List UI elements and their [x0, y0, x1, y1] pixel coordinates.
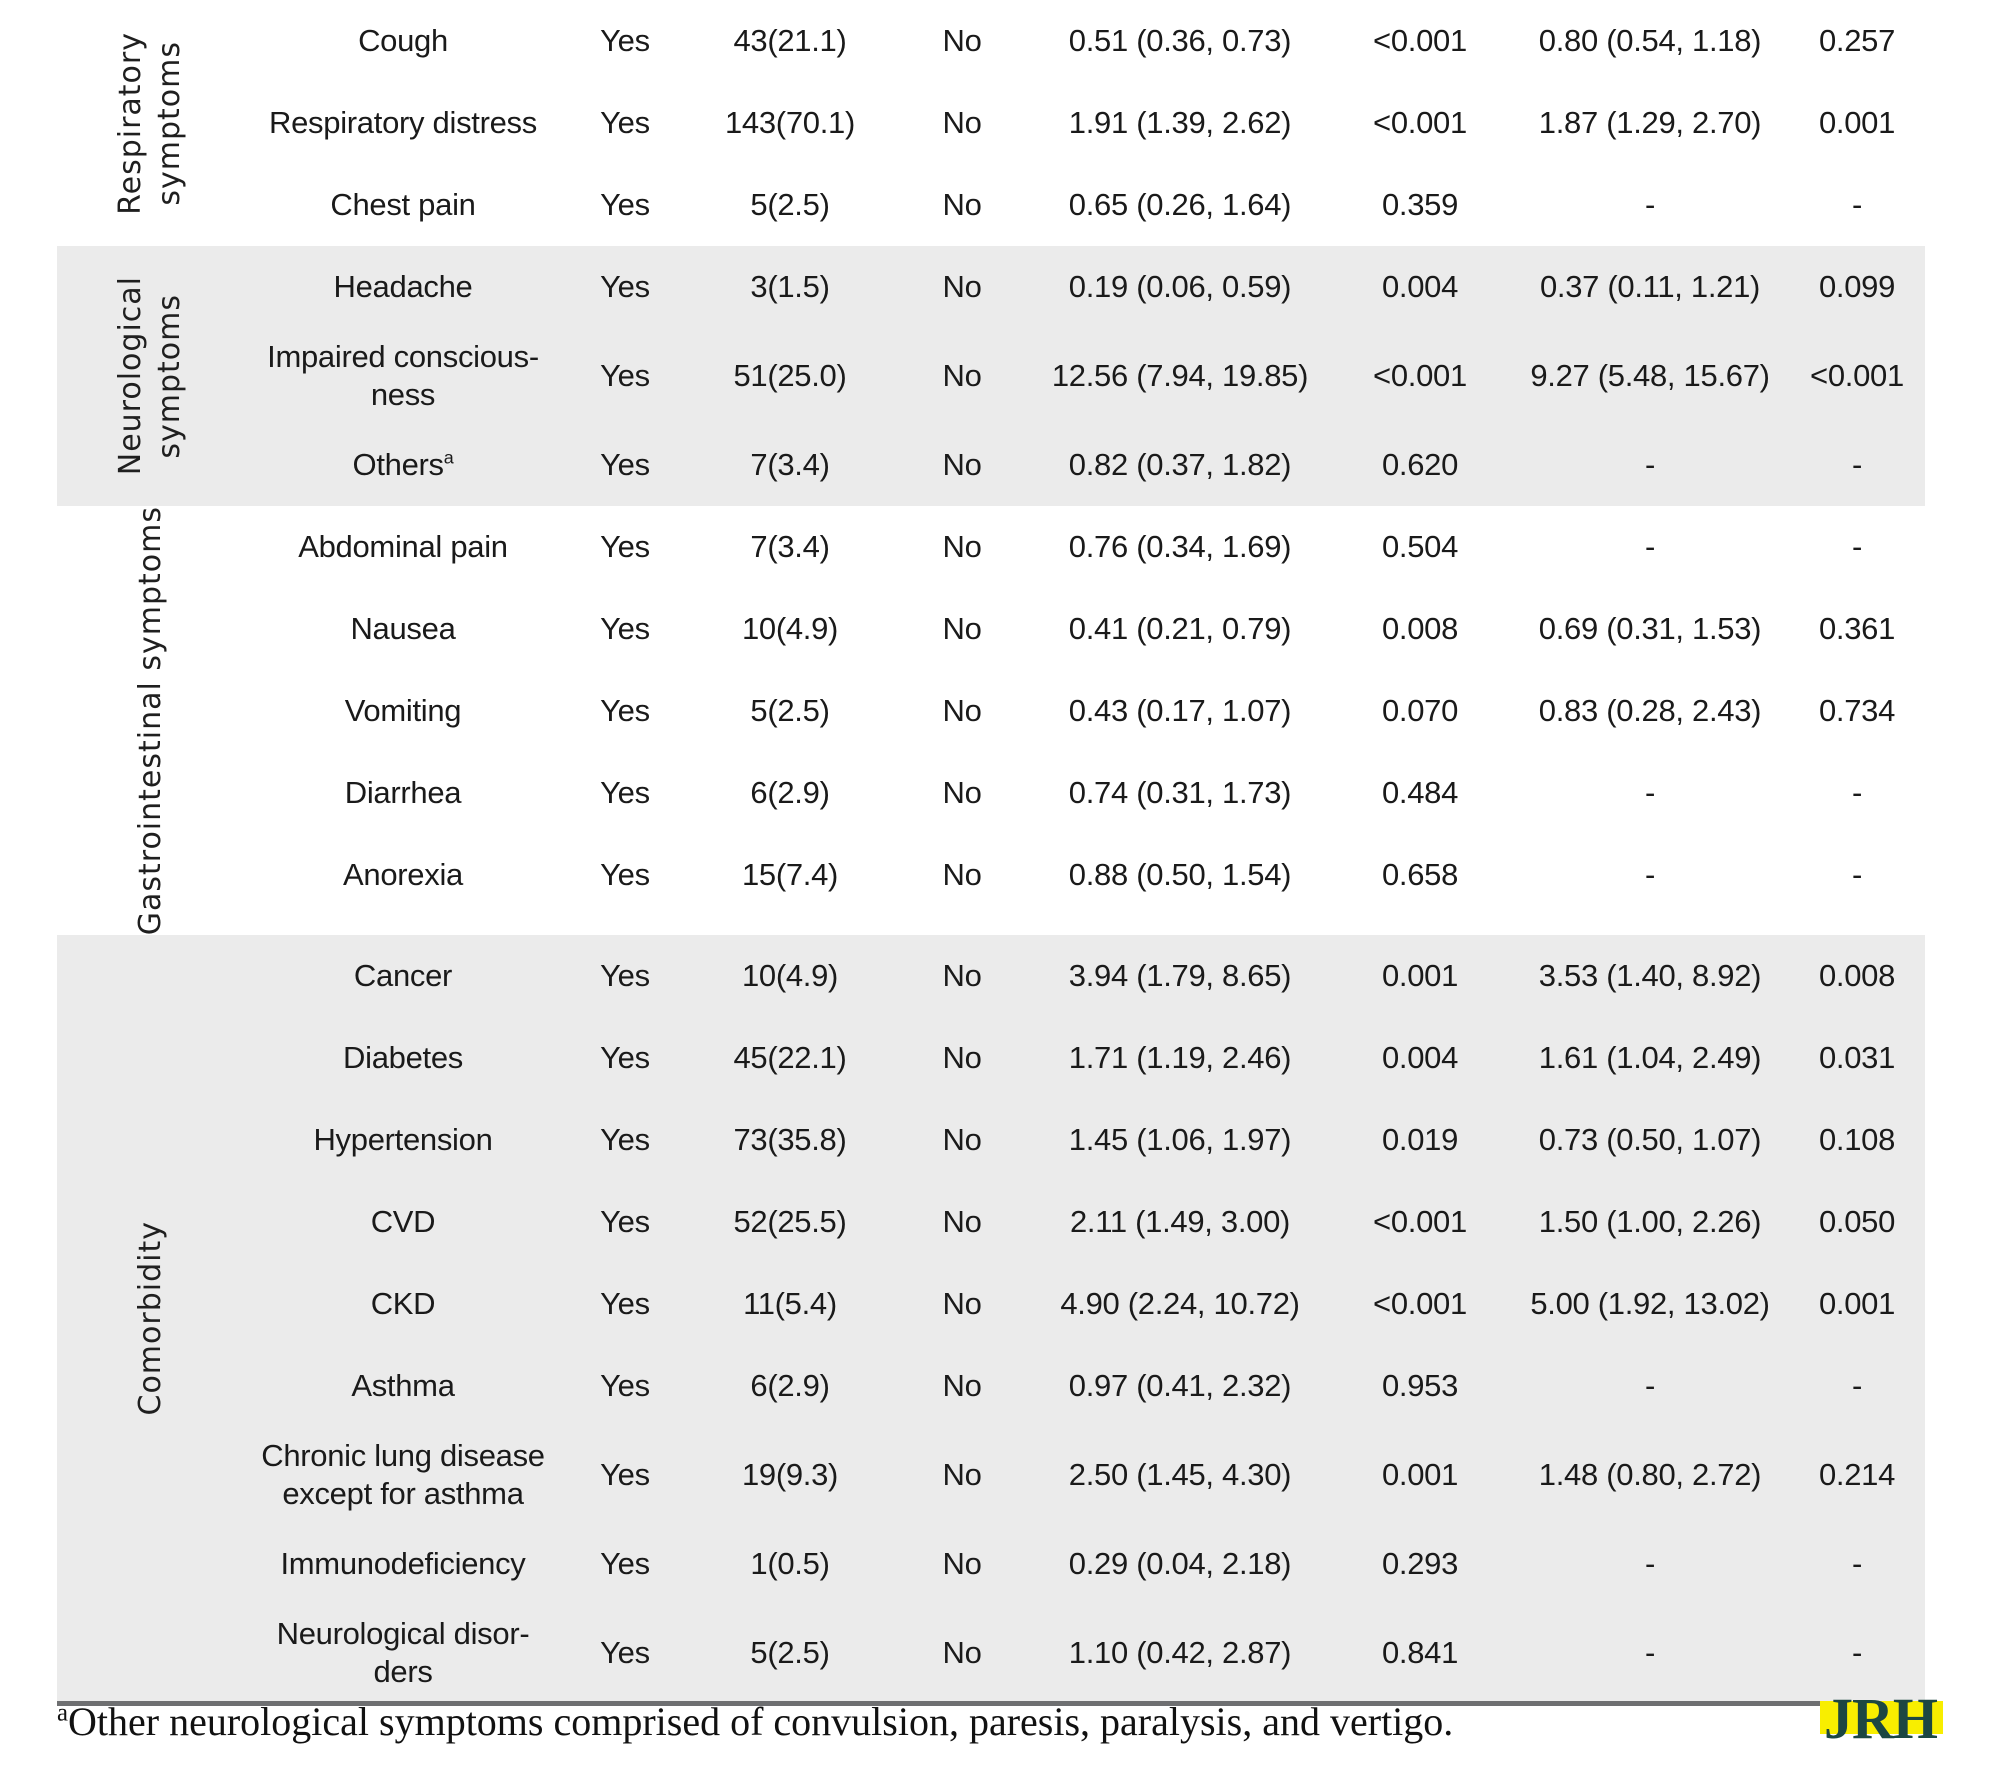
cell-adjusted-p-value: 0.008 [1818, 958, 1896, 994]
cell-odds-ratio-ci: 1.10 (0.42, 2.87) [1068, 1635, 1292, 1671]
cell-adjusted-odds-ratio-ci: - [1644, 1368, 1656, 1404]
symptom-name-line: except for asthma [282, 1476, 524, 1512]
cell-adjusted-p-value: <0.001 [1810, 358, 1904, 394]
cell-yes-label: Yes [600, 611, 650, 647]
symptom-name-line: Asthma [351, 1368, 455, 1404]
cell-yes-label: Yes [600, 529, 650, 565]
cell-no-label: No [942, 187, 982, 223]
table-row [243, 164, 1925, 246]
symptom-name-line: Immunodeficiency [280, 1546, 526, 1582]
cell-adjusted-p-value: 0.108 [1818, 1122, 1896, 1158]
cell-yes-label: Yes [600, 857, 650, 893]
cell-yes-label: Yes [600, 775, 650, 811]
table-row [243, 246, 1925, 328]
cell-adjusted-odds-ratio-ci: - [1644, 1546, 1656, 1582]
symptom-name-line: Diarrhea [344, 775, 462, 811]
cell-yes-label: Yes [600, 1546, 650, 1582]
table-row [243, 1017, 1925, 1099]
symptom-name-line: Others$^a$ [352, 447, 454, 483]
cell-symptom-name [243, 692, 563, 730]
cell-adjusted-p-value: - [1851, 1635, 1863, 1671]
symptom-name-line: Abdominal pain [298, 529, 508, 565]
cell-no-label: No [942, 958, 982, 994]
cell-p-value: 0.001 [1381, 1457, 1459, 1493]
cell-count-percent: 5(2.5) [750, 1635, 830, 1671]
group-label-line: Respiratory [113, 31, 148, 215]
cell-odds-ratio-ci: 1.45 (1.06, 1.97) [1068, 1122, 1292, 1158]
cell-adjusted-odds-ratio-ci: 5.00 (1.92, 13.02) [1530, 1286, 1770, 1322]
cell-count-percent: 7(3.4) [750, 447, 830, 483]
cell-no-label: No [942, 1546, 982, 1582]
cell-odds-ratio-ci: 4.90 (2.24, 10.72) [1060, 1286, 1300, 1322]
cell-p-value: <0.001 [1373, 105, 1467, 141]
cell-adjusted-p-value: 0.031 [1818, 1040, 1896, 1076]
cell-adjusted-odds-ratio-ci: - [1644, 187, 1656, 223]
cell-odds-ratio-ci: 1.71 (1.19, 2.46) [1068, 1040, 1292, 1076]
cell-count-percent: 3(1.5) [750, 269, 830, 305]
cell-p-value: 0.001 [1381, 958, 1459, 994]
cell-adjusted-odds-ratio-ci: 0.73 (0.50, 1.07) [1538, 1122, 1762, 1158]
cell-no-label: No [942, 1040, 982, 1076]
cell-adjusted-p-value: 0.099 [1818, 269, 1896, 305]
cell-adjusted-odds-ratio-ci: 3.53 (1.40, 8.92) [1538, 958, 1762, 994]
symptom-name-line: Cancer [353, 958, 453, 994]
table-group [57, 935, 1925, 1701]
logo-text: JRH [1824, 1686, 1937, 1751]
table-row [243, 328, 1925, 424]
cell-yes-label: Yes [600, 1204, 650, 1240]
group-label-line: symptoms [152, 293, 187, 459]
table-row [243, 1605, 1925, 1701]
cell-no-label: No [942, 611, 982, 647]
cell-odds-ratio-ci: 0.82 (0.37, 1.82) [1068, 447, 1292, 483]
cell-adjusted-p-value: - [1851, 1546, 1863, 1582]
table-row [243, 588, 1925, 670]
cell-odds-ratio-ci: 2.50 (1.45, 4.30) [1068, 1457, 1292, 1493]
table-row [243, 752, 1925, 834]
symptom-name-line: Diabetes [343, 1040, 463, 1076]
symptom-name-superscript: a [443, 447, 454, 468]
cell-p-value: 0.004 [1381, 269, 1459, 305]
symptom-name-line: Vomiting [344, 693, 462, 729]
cell-yes-label: Yes [600, 958, 650, 994]
cell-odds-ratio-ci: 0.97 (0.41, 2.32) [1068, 1368, 1292, 1404]
cell-adjusted-p-value: 0.001 [1818, 105, 1896, 141]
cell-count-percent: 10(4.9) [741, 958, 839, 994]
symptom-name-line: Chest pain [330, 187, 476, 223]
cell-yes-label: Yes [600, 187, 650, 223]
cell-adjusted-odds-ratio-ci: - [1644, 775, 1656, 811]
symptom-name-line: Impaired conscious- [267, 339, 539, 375]
cell-p-value: <0.001 [1373, 23, 1467, 59]
symptom-name-line: CKD [370, 1286, 436, 1322]
cell-p-value: <0.001 [1373, 1204, 1467, 1240]
cell-count-percent: 6(2.9) [750, 775, 830, 811]
symptom-name-line: ders [373, 1654, 433, 1690]
cell-odds-ratio-ci: 12.56 (7.94, 19.85) [1051, 358, 1309, 394]
cell-count-percent: 143(70.1) [724, 105, 855, 141]
cell-symptom-name [243, 856, 563, 894]
table-group [57, 246, 1925, 506]
cell-adjusted-p-value: 0.050 [1818, 1204, 1896, 1240]
footnote [57, 1698, 1657, 1745]
cell-no-label: No [942, 105, 982, 141]
cell-odds-ratio-ci: 1.91 (1.39, 2.62) [1068, 105, 1292, 141]
cell-no-label: No [942, 269, 982, 305]
table-group [57, 0, 1925, 246]
table-row [243, 0, 1925, 82]
cell-odds-ratio-ci: 0.76 (0.34, 1.69) [1068, 529, 1292, 565]
cell-p-value: 0.293 [1381, 1546, 1459, 1582]
table-row [243, 670, 1925, 752]
symptom-comorbidity-table [57, 0, 1925, 1706]
symptom-name-line: Cough [358, 23, 448, 59]
cell-adjusted-p-value: 0.734 [1818, 693, 1896, 729]
cell-yes-label: Yes [600, 269, 650, 305]
cell-no-label: No [942, 1457, 982, 1493]
cell-odds-ratio-ci: 0.88 (0.50, 1.54) [1068, 857, 1292, 893]
cell-yes-label: Yes [600, 1457, 650, 1493]
cell-adjusted-p-value: - [1851, 529, 1863, 565]
cell-yes-label: Yes [600, 358, 650, 394]
symptom-name-line: Neurological disor- [276, 1616, 530, 1652]
cell-symptom-name [243, 610, 563, 648]
cell-yes-label: Yes [600, 447, 650, 483]
cell-no-label: No [942, 1122, 982, 1158]
cell-yes-label: Yes [600, 23, 650, 59]
cell-no-label: No [942, 1204, 982, 1240]
cell-adjusted-odds-ratio-ci: 0.37 (0.11, 1.21) [1539, 269, 1761, 305]
cell-yes-label: Yes [600, 1286, 650, 1322]
cell-symptom-name [243, 1285, 563, 1323]
symptom-name-line: Chronic lung disease [261, 1438, 545, 1474]
cell-adjusted-p-value: - [1851, 1368, 1863, 1404]
cell-symptom-name [243, 1367, 563, 1405]
cell-count-percent: 6(2.9) [750, 1368, 830, 1404]
cell-no-label: No [942, 1635, 982, 1671]
cell-no-label: No [942, 857, 982, 893]
symptom-name-line: Nausea [350, 611, 456, 647]
table-row [243, 834, 1925, 916]
cell-symptom-name [243, 186, 563, 224]
cell-symptom-name [243, 1039, 563, 1077]
cell-p-value: <0.001 [1373, 1286, 1467, 1322]
symptom-name-line: Hypertension [313, 1122, 493, 1158]
cell-p-value: 0.019 [1381, 1122, 1459, 1158]
cell-symptom-name [243, 1203, 563, 1241]
cell-yes-label: Yes [600, 1122, 650, 1158]
cell-p-value: 0.484 [1381, 775, 1459, 811]
cell-p-value: 0.953 [1381, 1368, 1459, 1404]
group-label-line: Neurological [113, 276, 148, 476]
cell-symptom-name [243, 22, 563, 60]
cell-odds-ratio-ci: 0.29 (0.04, 2.18) [1068, 1546, 1292, 1582]
cell-adjusted-odds-ratio-ci: 1.87 (1.29, 2.70) [1538, 105, 1762, 141]
cell-symptom-name [243, 104, 563, 142]
cell-yes-label: Yes [600, 1635, 650, 1671]
cell-symptom-name [243, 338, 563, 414]
table-row [243, 935, 1925, 1017]
cell-no-label: No [942, 23, 982, 59]
cell-adjusted-odds-ratio-ci: 1.50 (1.00, 2.26) [1538, 1204, 1762, 1240]
cell-odds-ratio-ci: 0.41 (0.21, 0.79) [1068, 611, 1292, 647]
cell-p-value: 0.070 [1381, 693, 1459, 729]
cell-odds-ratio-ci: 0.19 (0.06, 0.59) [1068, 269, 1292, 305]
table-row [243, 1345, 1925, 1427]
cell-count-percent: 10(4.9) [741, 611, 839, 647]
cell-adjusted-odds-ratio-ci: - [1644, 447, 1656, 483]
cell-yes-label: Yes [600, 1040, 650, 1076]
group-label [57, 935, 243, 1701]
cell-symptom-name [243, 774, 563, 812]
table-row [243, 1263, 1925, 1345]
cell-p-value: 0.004 [1381, 1040, 1459, 1076]
footnote-superscript: a [57, 1699, 69, 1727]
cell-odds-ratio-ci: 3.94 (1.79, 8.65) [1068, 958, 1292, 994]
cell-yes-label: Yes [600, 105, 650, 141]
cell-odds-ratio-ci: 0.51 (0.36, 0.73) [1068, 23, 1292, 59]
cell-symptom-name [243, 1121, 563, 1159]
cell-p-value: 0.620 [1381, 447, 1459, 483]
cell-no-label: No [942, 529, 982, 565]
cell-symptom-name [243, 957, 563, 995]
jrh-journal-logo [1824, 1686, 1937, 1751]
cell-adjusted-p-value: - [1851, 447, 1863, 483]
cell-adjusted-odds-ratio-ci: - [1644, 857, 1656, 893]
cell-count-percent: 5(2.5) [750, 187, 830, 223]
group-rows [243, 935, 1925, 1701]
cell-p-value: <0.001 [1373, 358, 1467, 394]
group-rows [243, 246, 1925, 506]
symptom-name-line: ness [370, 377, 436, 412]
cell-symptom-name [243, 268, 563, 306]
cell-count-percent: 73(35.8) [733, 1122, 847, 1158]
cell-adjusted-p-value: 0.361 [1818, 611, 1896, 647]
footnote-text: Other neurological symptoms comprised of convulsion, paresis, paralysis, and vertigo. [68, 1699, 1454, 1744]
cell-yes-label: Yes [600, 693, 650, 729]
table-row [243, 1181, 1925, 1263]
table-row [243, 1099, 1925, 1181]
cell-odds-ratio-ci: 0.65 (0.26, 1.64) [1068, 187, 1292, 223]
cell-odds-ratio-ci: 0.43 (0.17, 1.07) [1068, 693, 1292, 729]
cell-adjusted-odds-ratio-ci: 9.27 (5.48, 15.67) [1530, 358, 1770, 394]
cell-count-percent: 52(25.5) [733, 1204, 847, 1240]
cell-symptom-name [243, 528, 563, 566]
cell-count-percent: 1(0.5) [750, 1546, 830, 1582]
cell-adjusted-odds-ratio-ci: 0.80 (0.54, 1.18) [1538, 23, 1762, 59]
symptom-name-line: CVD [370, 1204, 436, 1240]
cell-adjusted-odds-ratio-ci: 0.83 (0.28, 2.43) [1538, 693, 1762, 729]
cell-count-percent: 15(7.4) [741, 857, 839, 893]
cell-adjusted-odds-ratio-ci: - [1644, 1635, 1656, 1671]
cell-count-percent: 5(2.5) [750, 693, 830, 729]
cell-no-label: No [942, 1286, 982, 1322]
cell-adjusted-p-value: 0.001 [1818, 1286, 1896, 1322]
cell-symptom-name [243, 1437, 563, 1513]
cell-adjusted-p-value: - [1851, 775, 1863, 811]
cell-adjusted-p-value: - [1851, 857, 1863, 893]
cell-count-percent: 45(22.1) [733, 1040, 847, 1076]
table-group [57, 506, 1925, 935]
cell-symptom-name [243, 1615, 563, 1691]
symptom-name-line: Headache [333, 269, 473, 305]
table-body [57, 0, 1925, 1701]
group-label-line: Comorbidity [132, 1221, 168, 1416]
cell-p-value: 0.359 [1381, 187, 1459, 223]
group-label [57, 246, 243, 506]
group-label-line: symptoms [152, 40, 187, 206]
group-rows [243, 0, 1925, 246]
cell-count-percent: 19(9.3) [741, 1457, 839, 1493]
cell-yes-label: Yes [600, 1368, 650, 1404]
table-row [243, 506, 1925, 588]
cell-p-value: 0.841 [1381, 1635, 1459, 1671]
cell-adjusted-p-value: 0.214 [1818, 1457, 1896, 1493]
group-label [57, 506, 243, 935]
cell-odds-ratio-ci: 0.74 (0.31, 1.73) [1068, 775, 1292, 811]
cell-adjusted-odds-ratio-ci: 1.48 (0.80, 2.72) [1538, 1457, 1762, 1493]
table-row [243, 1523, 1925, 1605]
cell-adjusted-odds-ratio-ci: 1.61 (1.04, 2.49) [1538, 1040, 1762, 1076]
cell-adjusted-p-value: - [1851, 187, 1863, 223]
symptom-name-line: Anorexia [343, 857, 463, 893]
group-label-line: Gastrointestinal symptoms [132, 506, 168, 936]
cell-p-value: 0.008 [1381, 611, 1459, 647]
cell-adjusted-odds-ratio-ci: 0.69 (0.31, 1.53) [1538, 611, 1762, 647]
cell-odds-ratio-ci: 2.11 (1.49, 3.00) [1069, 1204, 1291, 1240]
symptom-name-line: Respiratory distress [269, 105, 537, 141]
group-rows [243, 506, 1925, 935]
cell-count-percent: 43(21.1) [733, 23, 847, 59]
cell-count-percent: 7(3.4) [750, 529, 830, 565]
cell-count-percent: 51(25.0) [733, 358, 847, 394]
table-row [243, 424, 1925, 506]
cell-p-value: 0.504 [1381, 529, 1459, 565]
cell-symptom-name [243, 1545, 563, 1583]
table-row [243, 1427, 1925, 1523]
cell-no-label: No [942, 775, 982, 811]
cell-no-label: No [942, 358, 982, 394]
table-row [243, 82, 1925, 164]
cell-adjusted-p-value: 0.257 [1818, 23, 1896, 59]
cell-count-percent: 11(5.4) [743, 1286, 837, 1322]
cell-p-value: 0.658 [1381, 857, 1459, 893]
cell-no-label: No [942, 447, 982, 483]
group-label [57, 0, 243, 246]
cell-no-label: No [942, 693, 982, 729]
cell-adjusted-odds-ratio-ci: - [1644, 529, 1656, 565]
cell-symptom-name [243, 446, 563, 484]
cell-no-label: No [942, 1368, 982, 1404]
